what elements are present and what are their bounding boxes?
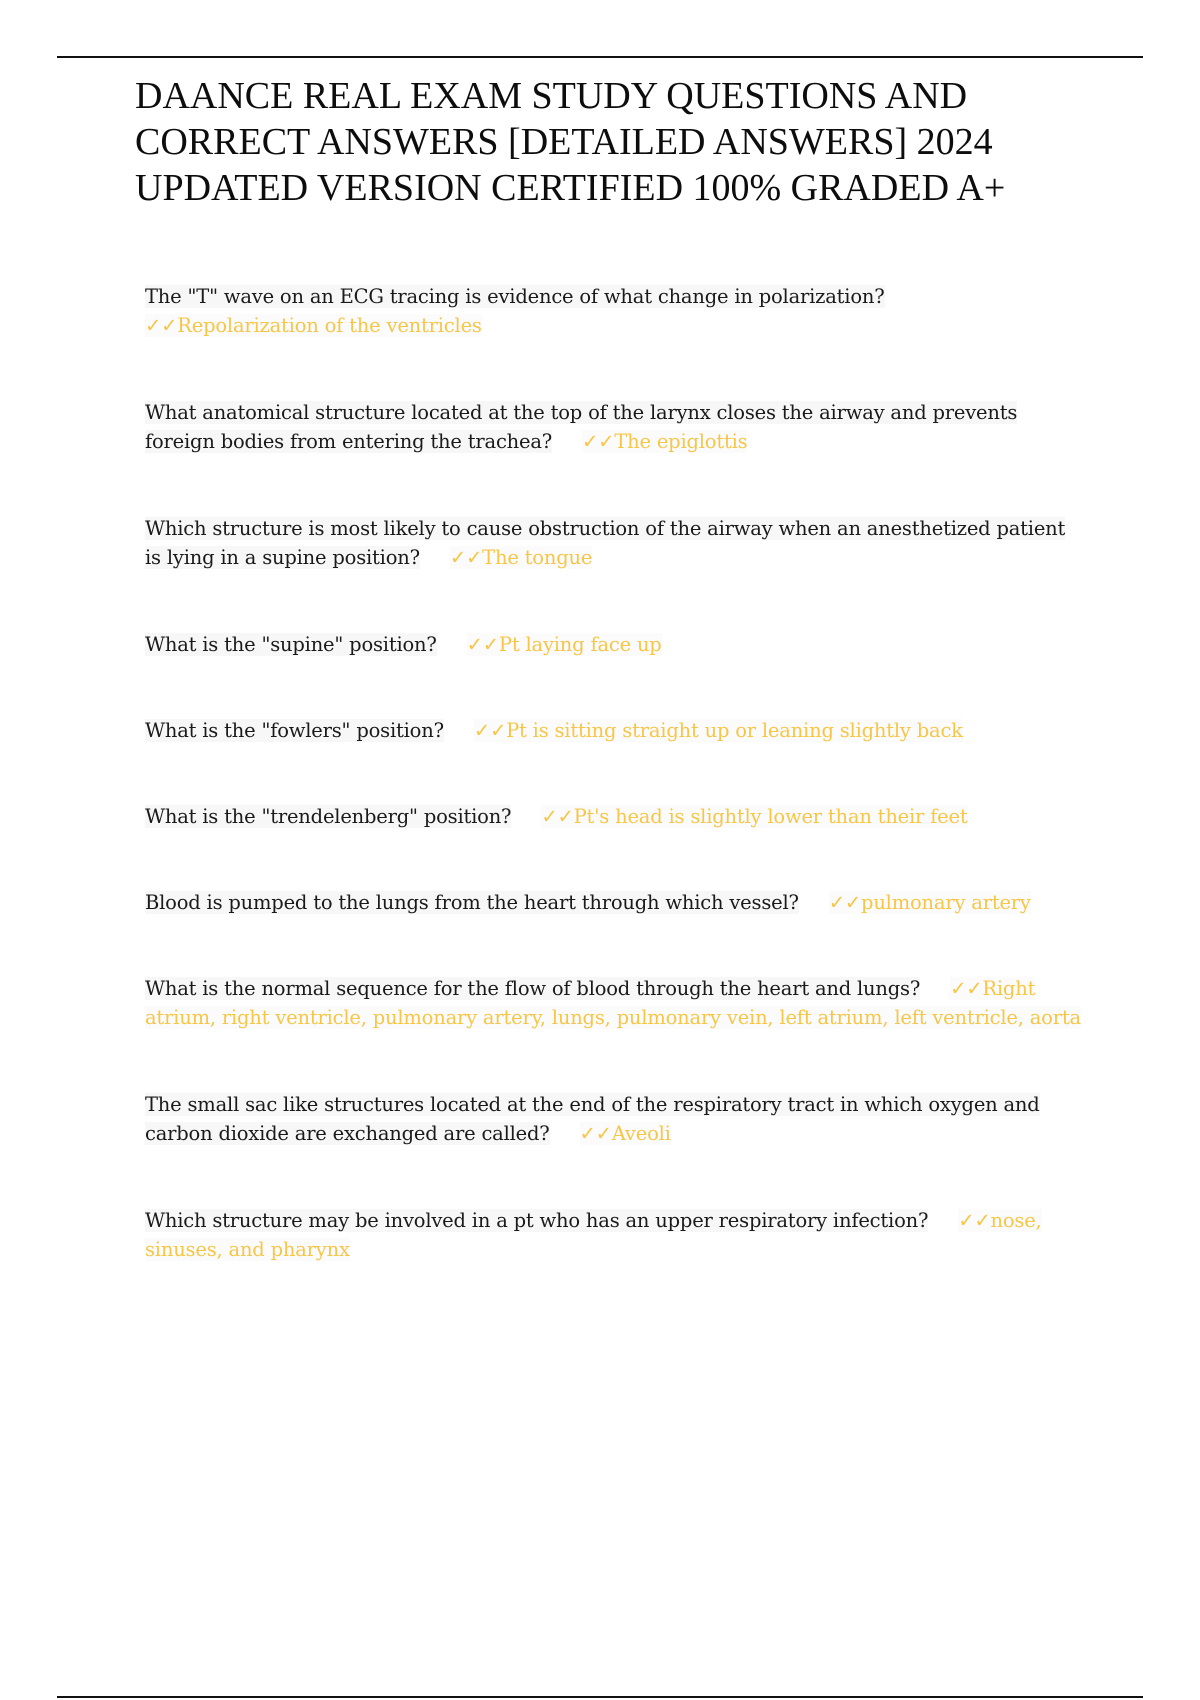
answer-text: ✓✓Pt is sitting straight up or leaning slightly back <box>473 719 963 742</box>
answer-text: ✓✓Pt laying face up <box>466 633 662 656</box>
answer-text: ✓✓Repolarization of the ventricles <box>145 314 482 337</box>
document-title: DAANCE REAL EXAM STUDY QUESTIONS AND CORRECT ANSWERS [DETAILED ANSWERS] 2024 UPDATED VERSION CERTIFIED 100% GRADED A+ <box>135 75 1006 209</box>
answer-text: ✓✓The epiglottis <box>582 430 748 453</box>
answer-text: ✓✓Pt's head is slightly lower than their feet <box>541 805 968 828</box>
question-text: What is the normal sequence for the flow of blood through the heart and lungs? <box>145 977 921 1000</box>
question-text: The small sac like structures located at the end of the respiratory tract in which oxygen and carbon dioxide are exchanged are called? <box>145 1093 1040 1145</box>
qa-item-9 <box>145 1090 1085 1148</box>
answer-text: ✓✓Aveoli <box>579 1122 671 1145</box>
bottom-rule <box>57 1696 1143 1698</box>
qa-item-3 <box>145 514 1085 572</box>
qa-item-2 <box>145 398 1085 456</box>
qa-item-5 <box>145 716 1085 745</box>
answer-text: ✓✓Right atrium, right ventricle, pulmonary artery, lungs, pulmonary vein, left atrium, left ventricle, aorta <box>145 977 1081 1029</box>
top-rule <box>57 56 1143 58</box>
question-text: What anatomical structure located at the top of the larynx closes the airway and prevents foreign bodies from entering the trachea? <box>145 401 1018 453</box>
qa-list <box>145 282 1085 1322</box>
qa-item-7 <box>145 888 1085 917</box>
question-text: Which structure is most likely to cause obstruction of the airway when an anesthetized patient is lying in a supine position? <box>145 517 1066 569</box>
question-text: What is the "supine" position? <box>145 633 437 656</box>
question-text: What is the "fowlers" position? <box>145 719 444 742</box>
qa-item-1 <box>145 282 1085 340</box>
answer-text: ✓✓nose, sinuses, and pharynx <box>145 1209 1042 1261</box>
answer-text: ✓✓The tongue <box>449 546 593 569</box>
question-text: What is the "trendelenberg" position? <box>145 805 512 828</box>
question-text: The "T" wave on an ECG tracing is evidence of what change in polarization? <box>145 285 885 308</box>
qa-item-10 <box>145 1206 1085 1264</box>
question-text: Blood is pumped to the lungs from the heart through which vessel? <box>145 891 799 914</box>
qa-item-8 <box>145 974 1085 1032</box>
qa-item-6 <box>145 802 1085 831</box>
answer-text: ✓✓pulmonary artery <box>828 891 1031 914</box>
question-text: Which structure may be involved in a pt who has an upper respiratory infection? <box>145 1209 929 1232</box>
qa-item-4 <box>145 630 1085 659</box>
